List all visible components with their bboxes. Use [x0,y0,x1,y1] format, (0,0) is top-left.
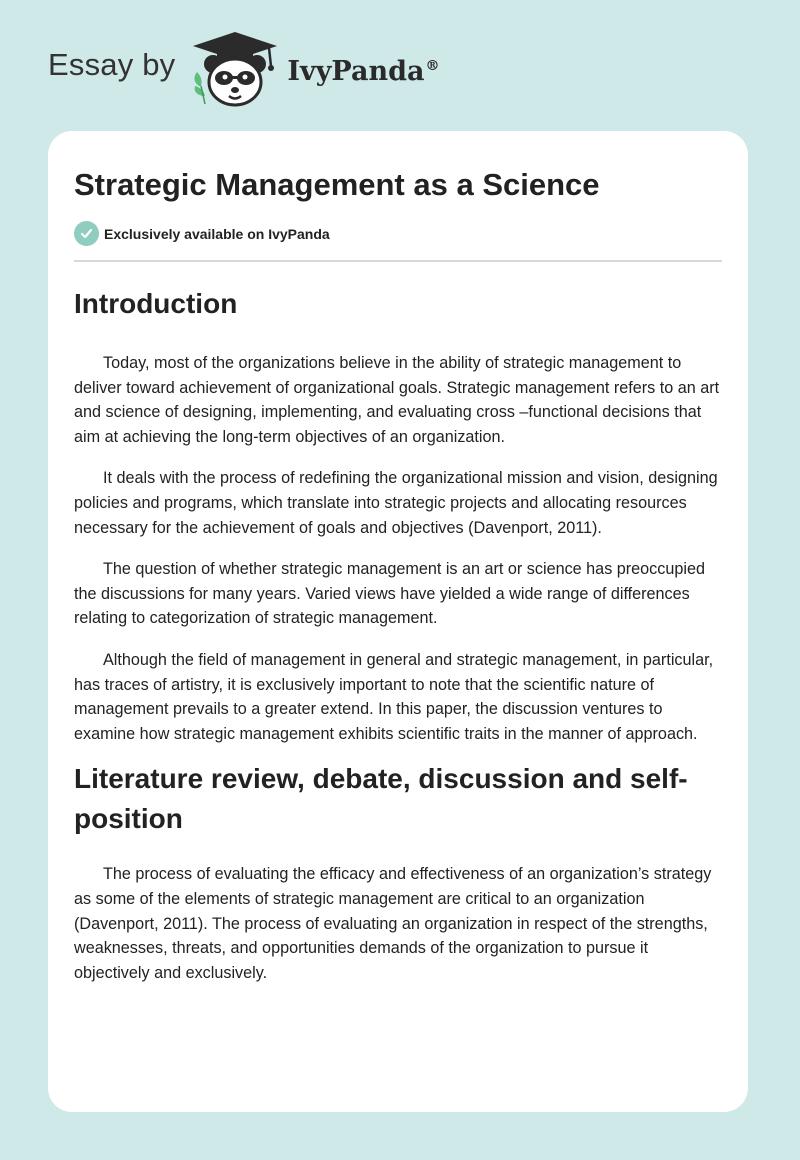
paragraph: It deals with the process of redefining the organizational mission and vision, designing policies and programs, which translate into strategic projects and allocating resources necessary for the achievement of goals and objectives (Davenport, 2011). [74,469,718,537]
panda-graduation-cap-icon [189,30,281,110]
site-header[interactable] [48,30,439,110]
section-body [74,862,722,985]
page-title: Strategic Management as a Science [74,167,600,202]
brand-prefix: Essay by [48,47,176,82]
section-heading: Introduction [74,288,238,319]
brand-logo-text: IvyPanda® [287,55,440,87]
paragraph: Today, most of the organizations believe in the ability of strategic management to deliver toward achievement of organizational goals. Strategic management refers to an art and science of designing, implementing, and evaluating cross –functional decisions that aim at achieving the long-term objectives of an organization. [74,354,720,446]
section-body [74,351,722,746]
section-heading: Literature review, debate, discussion and self-position [74,763,688,835]
checkmark-icon [74,221,99,246]
essay-card [48,131,748,1112]
exclusive-badge [74,221,722,262]
paragraph: Although the field of management in general and strategic management, in particular, has traces of artistry, it is exclusively important to note that the scientific nature of management prevails to a greater extend. In this paper, the discussion ventures to examine how strategic management exhibits scientific traits in the manner of approach. [74,650,714,743]
paragraph: The process of evaluating the efficacy and effectiveness of an organization’s strategy as some of the elements of strategic management are critical to an organization (Davenport, 2011). The process of evaluating an organization in respect of the strengths, weaknesses, threats, and opportunities demands of the organization to pursue it objectively and exclusively. [74,865,712,982]
exclusive-badge-label: Exclusively available on IvyPanda [104,225,330,242]
paragraph: The question of whether strategic management is an art or science has preoccupied the discussions for many years. Varied views have yielded a wide range of differences relating to categorization of strategic management. [74,560,705,628]
